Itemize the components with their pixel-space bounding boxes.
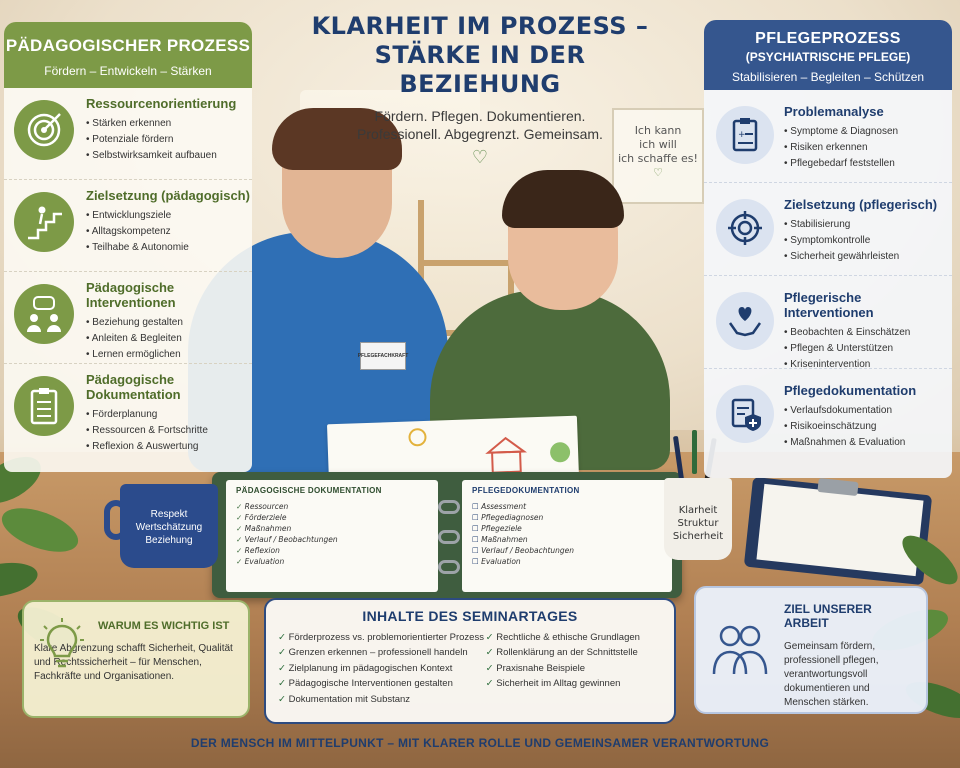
list-item: • Alltagskompetenz [86,224,252,240]
motivation-line-3: ich schaffe es! [618,152,698,165]
list-item: • Potenziale fördern [86,132,252,148]
section-paedagogische-dokumentation [4,364,252,456]
list-item: ✓ Rollenklärung an der Schnittstelle [486,645,662,660]
section-title: Zielsetzung (pädagogisch) [86,188,250,203]
list-item: ☐ Pflegeziele [472,523,662,534]
section-zielsetzung-paedagogisch [4,180,252,272]
subtitle [300,107,660,143]
list-item: ✓ Förderziele [236,512,428,523]
binder-right-title: PFLEGEDOKUMENTATION [472,486,580,495]
page-title [300,12,660,99]
left-panel-subtitle: Fördern – Entwickeln – Stärken [44,64,212,78]
section-title: Pädagogische Interventionen [86,280,176,310]
list-item: ✓ Grenzen erkennen – professionell handeln [278,645,486,660]
cup-line-3: Sicherheit [672,531,724,542]
speech-people-icon [14,284,74,344]
stairs-icon [14,192,74,252]
list-item: • Symptome & Diagnosen [784,124,952,140]
section-pflegerische-interventionen [704,276,952,369]
list-item: ✓ Reflexion [236,545,428,556]
binder-left-title: PÄDAGOGISCHE DOKUMENTATION [236,486,382,495]
list-item: • Reflexion & Auswertung [86,439,252,455]
goal-title: ZIEL UNSERER ARBEIT [784,602,872,630]
section-title: Pflegerische Interventionen [784,290,874,320]
section-list [86,116,252,164]
cup-line-2: Struktur [677,518,719,529]
list-item: ✓ Ressourcen [236,501,428,512]
list-item: ☐ Maßnahmen [472,534,662,545]
pflegeprozess-panel [704,20,952,478]
section-paedagogische-interventionen [4,272,252,364]
list-item: ✓ Rechtliche & ethische Grundlagen [486,630,662,645]
seminar-col-2 [486,630,662,707]
list-item: • Lernen ermöglichen [86,347,252,363]
subtitle-line-2: Professionell. Abgegrenzt. Gemeinsam. [357,126,603,142]
pen [692,430,697,474]
shield-document-icon [716,385,774,443]
list-item: ☐ Evaluation [472,556,662,567]
mug-line-1: Respekt [150,509,188,520]
right-panel-header [704,20,952,90]
motivation-line-1: Ich kann [634,124,682,137]
why-text: Klare Abgrenzung schafft Sicherheit, Qualität und Rechtssicherheit – für Menschen, Fachkräfte und Organisationen. [34,643,233,682]
heart-icon: ♡ [653,166,663,179]
heart-hands-icon [716,292,774,350]
list-item: • Stabilisierung [784,217,952,233]
list-item: • Maßnahmen & Evaluation [784,435,952,451]
binder-page-pflege [462,480,672,592]
why-title: WARUM ES WICHTIG IST [98,620,230,632]
checklist-icon [14,376,74,436]
target-icon [14,100,74,160]
section-title: Pflegedokumentation [784,383,917,398]
list-item: • Stärken erkennen [86,116,252,132]
list-item: • Risikoeinschätzung [784,419,952,435]
svg-text:+: + [738,130,746,140]
seminar-columns [278,630,662,707]
list-item: • Pflegebedarf feststellen [784,156,952,172]
list-item: • Selbstwirksamkeit aufbauen [86,148,252,164]
list-item: • Entwicklungsziele [86,208,252,224]
why-important-box [22,600,250,718]
list-item: ☐ Pflegediagnosen [472,512,662,523]
section-list [784,217,952,265]
list-item: • Förderplanung [86,407,252,423]
section-list [784,325,952,373]
list-item: • Symptomkontrolle [784,233,952,249]
list-item: • Teilhabe & Autonomie [86,240,252,256]
binder-left-list [236,501,428,567]
list-item: • Krisenintervention [784,357,952,373]
list-item: • Ressourcen & Fortschritte [86,423,252,439]
name-badge: PFLEGEFACHKRAFT [360,342,406,370]
list-item: • Risiken erkennen [784,140,952,156]
paedagogischer-prozess-panel [4,22,252,472]
list-item: ✓ Förderprozess vs. problemorientierter Prozess [278,630,486,645]
right-panel-body [704,90,952,478]
cup-line-1: Klarheit [678,505,718,516]
section-problemanalyse [704,90,952,183]
list-item: ☐ Assessment [472,501,662,512]
goal-box [694,586,928,714]
list-item: ✓ Sicherheit im Alltag gewinnen [486,676,662,691]
list-item: • Pflegen & Unterstützen [784,341,952,357]
people-icon [708,618,772,680]
left-panel-title: PÄDAGOGISCHER PROZESS [5,36,251,55]
title-line-2: STÄRKE IN DER BEZIEHUNG [374,41,586,98]
list-item: ✓ Dokumentation mit Substanz [278,692,486,707]
list-item: ✓ Zielplanung im pädagogischen Kontext [278,661,486,676]
binder-right-list [472,501,662,567]
section-zielsetzung-pflegerisch [704,183,952,276]
section-list [86,208,252,256]
title-line-1: KLARHEIT IM PROZESS – [311,12,649,40]
section-list [86,407,252,455]
list-item: ✓ Pädagogische Interventionen gestalten [278,676,486,691]
section-list [784,124,952,172]
right-panel-title: PFLEGEPROZESS [755,30,901,47]
section-title: Problemanalyse [784,104,884,119]
crosshair-icon [716,199,774,257]
right-panel-subtitle: Stabilisieren – Begleiten – Schützen [731,70,925,84]
list-item: ✓ Maßnahmen [236,523,428,534]
list-item: • Verlaufsdokumentation [784,403,952,419]
mug [120,484,218,568]
subtitle-line-1: Fördern. Pflegen. Dokumentieren. [374,108,586,124]
list-item: • Beobachten & Einschätzen [784,325,952,341]
motivation-line-2: ich will [639,138,677,151]
left-panel-header [4,22,252,88]
goal-text: Gemeinsam fördern, professionell pflegen, verantwortungsvoll dokumentieren und Menschen stärken. [784,641,879,708]
mug-line-2: Wertschätzung [135,522,203,533]
mug-line-3: Beziehung [145,535,193,546]
seminar-contents-box [264,598,676,724]
seminar-title: INHALTE DES SEMINARTAGES [362,608,578,624]
section-list [86,315,252,363]
lightbulb-icon [38,616,86,672]
title-block [300,12,660,168]
section-pflegedokumentation [704,369,952,462]
section-title: Pädagogische Dokumentation [86,372,181,402]
right-panel-title-2: (PSYCHIATRISCHE PFLEGE) [745,50,911,64]
heart-icon: ♡ [471,147,489,167]
list-item: • Sicherheit gewährleisten [784,249,952,265]
seminar-col-1 [278,630,486,707]
list-item: ☐ Verlauf / Beobachtungen [472,545,662,556]
list-item: ✓ Praxisnahe Beispiele [486,661,662,676]
section-ressourcenorientierung [4,88,252,180]
section-list [784,403,952,451]
left-panel-body [4,88,252,472]
binder-page-paedagogisch [226,480,438,592]
footer-tagline: DER MENSCH IM MITTELPUNKT – MIT KLARER ROLLE UND GEMEINSAMER VERANTWORTUNG [190,736,770,750]
list-item: ✓ Verlauf / Beobachtungen [236,534,428,545]
list-item: • Beziehung gestalten [86,315,252,331]
list-item: ✓ Evaluation [236,556,428,567]
pen-cup [664,478,732,560]
binder-rings [438,500,462,580]
client-hair [502,170,624,228]
clipboard-icon [716,106,774,164]
section-title: Ressourcenorientierung [86,96,237,111]
section-title: Zielsetzung (pflegerisch) [784,197,938,212]
list-item: • Anleiten & Begleiten [86,331,252,347]
